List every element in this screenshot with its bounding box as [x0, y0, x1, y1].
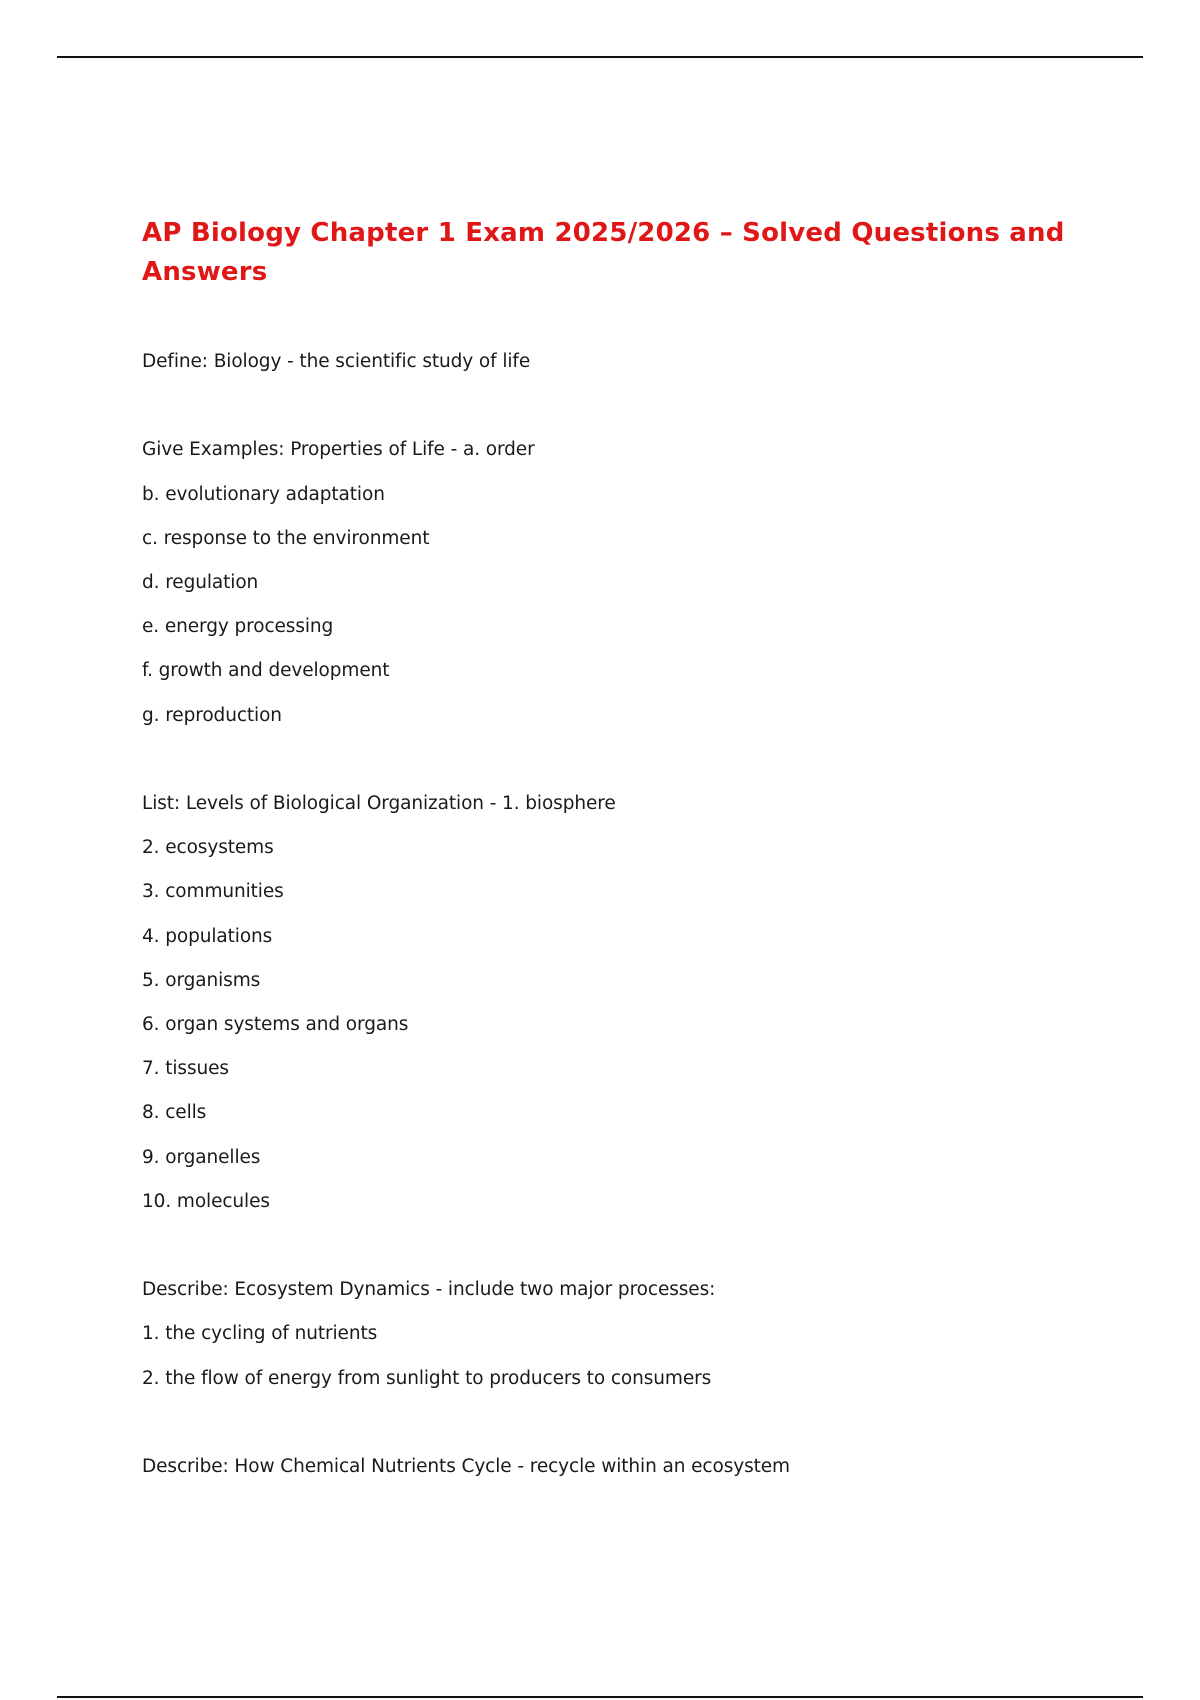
- text-line: 8. cells: [142, 1102, 207, 1124]
- text-line: Describe: How Chemical Nutrients Cycle - recycle within an ecosystem: [142, 1456, 790, 1478]
- text-line: 10. molecules: [142, 1190, 270, 1212]
- text-line: 7. tissues: [142, 1058, 229, 1080]
- text-line: 4. populations: [142, 925, 273, 947]
- section-nutrient-cycle: [142, 1445, 1072, 1489]
- text-line: d. regulation: [142, 572, 259, 593]
- section-define-biology: [142, 340, 1072, 384]
- text-line: 1. the cycling of nutrients: [142, 1323, 378, 1345]
- text-line: Describe: Ecosystem Dynamics - include two major processes:: [142, 1279, 716, 1301]
- text-line: 5. organisms: [142, 969, 261, 991]
- text-line: List: Levels of Biological Organization - 1. biosphere: [142, 793, 616, 814]
- text-line: f. growth and development: [142, 660, 390, 682]
- text-line: g. reproduction: [142, 704, 282, 726]
- text-line: 9. organelles: [142, 1146, 261, 1168]
- section-ecosystem-dynamics: [142, 1268, 1072, 1401]
- document-body: [142, 214, 1072, 1489]
- text-line: 3. communities: [142, 881, 284, 903]
- section-properties-of-life: [142, 428, 1072, 737]
- question-sections: [142, 340, 1072, 1489]
- text-line: 2. ecosystems: [142, 837, 274, 859]
- section-levels-of-organization: [142, 782, 1072, 1224]
- text-line: b. evolutionary adaptation: [142, 483, 385, 505]
- text-line: c. response to the environment: [142, 527, 430, 549]
- text-line: e. energy processing: [142, 616, 334, 638]
- document-title: AP Biology Chapter 1 Exam 2025/2026 – Solved Questions and Answers: [142, 218, 1065, 287]
- text-line: Define: Biology - the scientific study of life: [142, 351, 531, 372]
- top-rule: [57, 56, 1143, 58]
- bottom-rule: [57, 1696, 1143, 1698]
- text-line: Give Examples: Properties of Life - a. order: [142, 439, 535, 461]
- text-line: 6. organ systems and organs: [142, 1014, 409, 1036]
- text-line: 2. the flow of energy from sunlight to producers to consumers: [142, 1367, 712, 1389]
